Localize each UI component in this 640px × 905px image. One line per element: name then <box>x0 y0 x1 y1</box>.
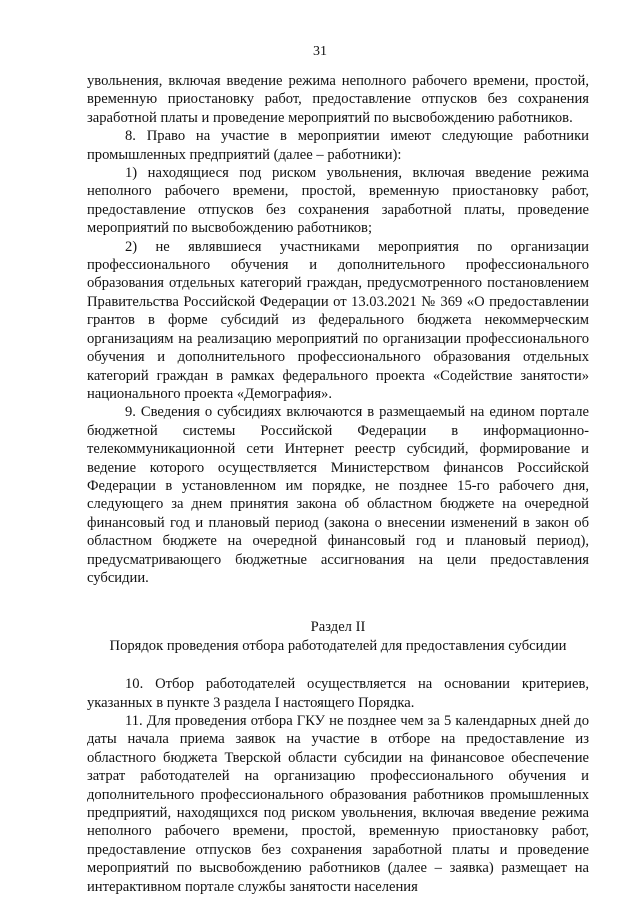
section-title: Раздел II <box>310 619 366 636</box>
document-body <box>87 72 589 896</box>
paragraph-7: 11. Для проведения отбора ГКУ не позднее чем за 5 календарных дней до даты начала приема заявок на участие в отборе на предоставление из областного бюджета Тверской области субсидии на финансовое обеспечение затрат работодателей на организацию профессионального обучения и дополнительного профессионального образования работников промышленных предприятий, находящихся под риском увольнения, включая введение режима неполного рабочего времени, простой, временную приостановку работ, предоставление отпусков без сохранения заработной платы и проведение мероприятий по высвобождению работников (далее – заявка) размещает на интерактивном портале службы занятости населения <box>87 713 589 895</box>
paragraph-5: 9. Сведения о субсидиях включаются в размещаемый на едином портале бюджетной системы Российской Федерации в информационно-телекоммуникационной сети Интернет реестр субсидий, формирование и ведение которого осуществляется Министерством финансов Российской Федерации в установленном им порядке, не позднее 15-го рабочего дня, следующего за днем принятия закона об областном бюджете на очередной финансовый год и плановый период (закона о внесении изменений в закон об областном бюджете на очередной финансовый год и плановый период), предусматривающего бюджетные ассигнования на цели предоставления субсидии. <box>87 404 589 586</box>
section-spacer <box>87 655 589 675</box>
page-number: 31 <box>313 44 327 59</box>
paragraph-6: 10. Отбор работодателей осуществляется на основании критериев, указанных в пункте 3 раздела I настоящего Порядка. <box>87 676 589 711</box>
paragraph-4: 2) не являвшиеся участниками мероприятия по организации профессионального обучения и дополнительного профессионального образования отдельных категорий граждан, предусмотренного постановлением Правительства Российской Федерации от 13.03.2021 № 369 «О предоставлении грантов в форме субсидий из федерального бюджета некоммерческим организациям на реализацию мероприятий по организации профессионального обучения и дополнительного профессионального образования отдельных категорий граждан в рамках федерального проекта «Содействие занятости» национального проекта «Демография». <box>87 238 589 402</box>
section-subtitle: Порядок проведения отбора работодателей для предоставления субсидии <box>109 637 567 654</box>
paragraph-1: увольнения, включая введение режима неполного рабочего времени, простой, временную приостановку работ, предоставление отпусков без сохранения заработной платы и проведение мероприятий по высвобождению работников. <box>87 73 589 126</box>
paragraphs-before <box>87 72 589 587</box>
paragraph-2: 8. Право на участие в мероприятии имеют следующие работники промышленных предприятий (далее – работники): <box>87 128 589 163</box>
paragraphs-after <box>87 675 589 896</box>
paragraph-3: 1) находящиеся под риском увольнения, включая введение режима неполного рабочего времени, простой, временную приостановку работ, предоставление отпусков без сохранения заработной платы, проведение мероприятий по высвобождению работников; <box>87 165 589 237</box>
